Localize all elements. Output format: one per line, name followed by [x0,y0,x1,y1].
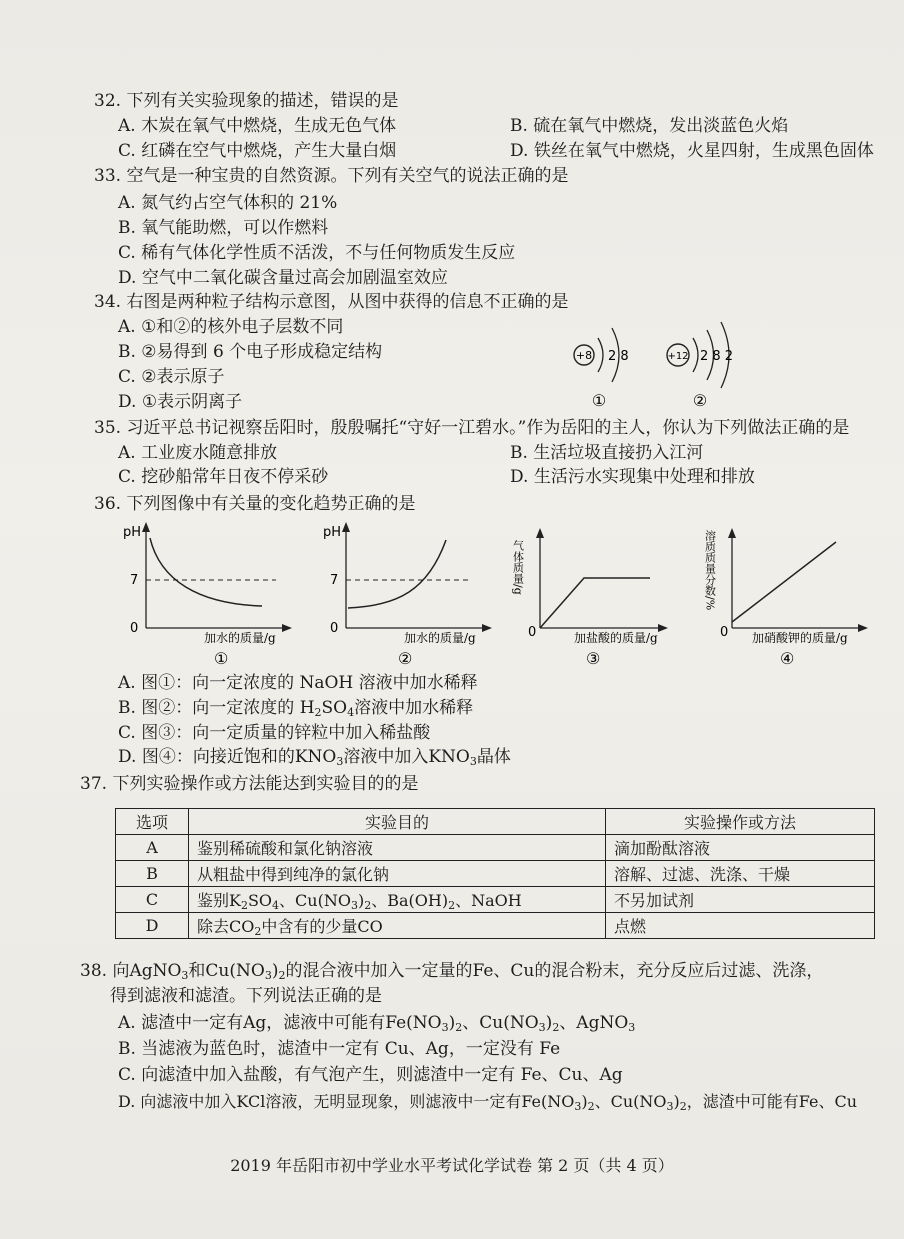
header-goal: 实验目的 [189,809,606,835]
experiment-table [115,808,875,939]
graph-4-origin: 0 [720,625,729,640]
graph-3-xlabel: 加盐酸的质量/g [574,631,658,645]
page-footer: 2019 年岳阳市初中学业水平考试化学试卷 第 2 页（共 4 页） [230,1156,674,1175]
q36-option-b: B. 图②：向一定浓度的 $H_2SO_4$溶液中加水稀释 [118,698,474,719]
q32-stem: 32. 下列有关实验现象的描述，错误的是 [94,91,399,111]
graph-1-ylabel: pH [123,525,142,540]
graph-3-label: ③ [586,649,601,668]
q36-option-c: C. 图③：向一定质量的锌粒中加入稀盐酸 [118,723,431,743]
q35-option-d: D. 生活污水实现集中处理和排放 [510,467,755,487]
particle-1 [574,328,629,410]
q33-option-a: A. 氮气约占空气体积的 21% [118,193,338,213]
q37-stem: 37. 下列实验操作或方法能达到实验目的的是 [80,774,419,794]
table-header-row [116,809,875,835]
graph-4-label: ④ [780,649,795,668]
graph-2-ylabel: pH [323,525,342,540]
q36-stem: 36. 下列图像中有关量的变化趋势正确的是 [94,494,416,514]
q32-option-c: C. 红磷在空气中燃烧，产生大量白烟 [118,141,397,161]
particle-1-label: ① [591,391,607,410]
table-row: B 从粗盐中得到纯净的氯化钠 溶解、过滤、洗涤、干燥 [116,861,875,887]
q34-option-c: C. ②表示原子 [118,367,225,387]
graph-4-xlabel: 加硝酸钾的质量/g [752,631,848,645]
graph-4-ylabel: 溶质质量分数/% [703,530,717,611]
graph-3-ylabel: 气体质量/g [511,540,525,595]
graph-2-xlabel: 加水的质量/g [404,631,476,645]
graph-1-ytick: 7 [130,573,139,588]
q33-option-b: B. 氧气能助燃，可以作燃料 [118,218,329,238]
graph-1-xlabel: 加水的质量/g [204,631,276,645]
graph-3 [508,520,678,670]
q34-option-d: D. ①表示阴离子 [118,392,243,412]
q38-option-c: C. 向滤渣中加入盐酸，有气泡产生，则滤渣中一定有 Fe、Cu、Ag [118,1065,623,1085]
graph-2-ytick: 7 [330,573,339,588]
q36-option-d: D. 图④：向接近饱和的$KNO_3$溶液中加入$KNO_3$晶体 [118,747,511,768]
q32-option-b: B. 硫在氧气中燃烧，发出淡蓝色火焰 [510,116,789,136]
particle-1-shells: 2 8 [608,349,629,364]
q34-stem: 34. 右图是两种粒子结构示意图，从图中获得的信息不正确的是 [94,292,569,312]
graph-1-origin: 0 [130,621,139,636]
q35-option-b: B. 生活垃圾直接扔入江河 [510,443,704,463]
graph-2-origin: 0 [330,621,339,636]
q38-stem-line1: 38. 向AgNO$_3$和$Cu(NO_3)_2$的混合液中加入一定量的Fe、Cu的混合粉末，充分反应后过滤、洗涤， [80,961,824,982]
graph-1 [118,520,298,670]
q35-option-a: A. 工业废水随意排放 [118,443,278,463]
q38-option-d: D. 向滤液中加入KCl溶液，无明显现象，则滤液中一定有$Fe(NO_3)_2$、$Cu(NO_3)_2$，滤渣中可能有Fe、Cu [118,1092,858,1113]
q32-option-a: A. 木炭在氧气中燃烧，生成无色气体 [118,116,397,136]
q32-option-d: D. 铁丝在氧气中燃烧，火星四射，生成黑色固体 [510,141,874,161]
q33-stem: 33. 空气是一种宝贵的自然资源。下列有关空气的说法正确的是 [94,166,569,186]
header-method: 实验操作或方法 [606,809,875,835]
graph-2 [318,520,498,670]
table-row: C 鉴别$K_2SO_4$、$Cu(NO_3)_2$、$Ba(OH)_2$、NaOH 不另加试剂 [116,887,875,913]
graph-4 [700,520,900,670]
graph-2-label: ② [398,649,413,668]
q33-option-d: D. 空气中二氧化碳含量过高会加剧温室效应 [118,268,448,288]
q38-stem-line2: 得到滤液和滤渣。下列说法正确的是 [110,986,382,1006]
particle-2-label: ② [692,391,708,410]
particle-structure-diagram [560,318,760,414]
header-option: 选项 [116,809,189,835]
q34-option-b: B. ②易得到 6 个电子形成稳定结构 [118,342,383,362]
graph-1-label: ① [214,649,229,668]
q38-option-b: B. 当滤液为蓝色时，滤渣中一定有 Cu、Ag，一定没有 Fe [118,1039,561,1059]
q38-option-a: A. 滤渣中一定有Ag，滤液中可能有$Fe(NO_3)_2$、$Cu(NO_3)_2$、AgNO$_3$ [118,1013,636,1034]
table-row: A 鉴别稀硫酸和氯化钠溶液 滴加酚酞溶液 [116,835,875,861]
graph-3-origin: 0 [528,625,537,640]
table-row: D 除去$CO_2$中含有的少量CO 点燃 [116,913,875,939]
particle-2-shells: 2 8 2 [700,349,734,364]
particle-1-nucleus: +8 [575,349,593,362]
q33-option-c: C. 稀有气体化学性质不活泼，不与任何物质发生反应 [118,243,516,263]
q35-option-c: C. 挖砂船常年日夜不停采砂 [118,467,329,487]
particle-2 [667,322,733,410]
q36-option-a: A. 图①：向一定浓度的 NaOH 溶液中加水稀释 [118,673,478,693]
particle-2-nucleus: +12 [667,351,689,362]
q35-stem: 35. 习近平总书记视察岳阳时，殷殷嘱托“守好一江碧水。”作为岳阳的主人，你认为下列做法正确的是 [94,418,850,438]
q34-option-a: A. ①和②的核外电子层数不同 [118,317,344,337]
